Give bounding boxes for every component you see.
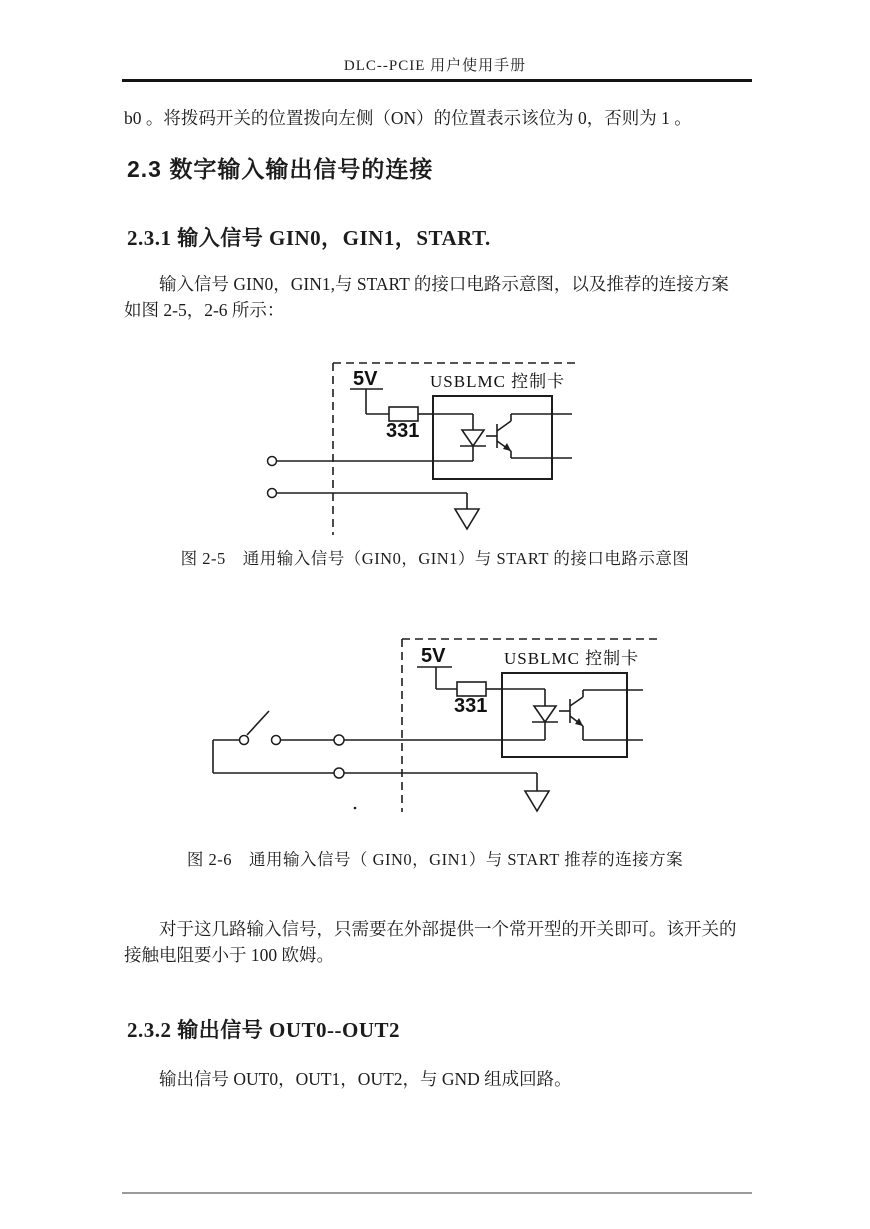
input-terminal-1: [334, 735, 344, 745]
page-header-title: DLC--PCIE 用户使用手册: [343, 58, 527, 74]
input-terminal-1: [268, 457, 277, 466]
switch-contact-1: [240, 736, 249, 745]
resistor-value-label: 331: [454, 695, 488, 717]
optocoupler-box: [502, 673, 627, 757]
output-signal-paragraph: 输出信号 OUT0，OUT1，OUT2，与 GND 组成回路。: [159, 1069, 572, 1089]
input-terminal-2: [268, 489, 277, 498]
wires: [277, 414, 572, 509]
transistor-icon: [486, 414, 511, 458]
intro-paragraph: 输入信号 GIN0，GIN1,与 START 的接口电路示意图，以及推荐的连接方案如图 2-5，2-6 所示：: [124, 274, 729, 320]
led-diode-icon: [433, 414, 486, 461]
ground-icon: [455, 509, 479, 529]
switch-requirement-paragraph: 对于这几路输入信号，只需要在外部提供一个常开型的开关即可。该开关的接触电阻要小于 100 欧姆。: [124, 919, 737, 965]
print-artifact-dot: [354, 807, 357, 810]
external-switch: [240, 711, 281, 745]
figure-2-5-caption: 图 2-5 通用输入信号（GIN0，GIN1）与 START 的接口电路示意图: [180, 549, 690, 568]
card-label: USBLMC 控制卡: [504, 649, 640, 668]
supply-voltage-label: 5V: [421, 645, 446, 667]
input-terminal-2: [334, 768, 344, 778]
note-b0: b0 。将拨码开关的位置拨向左侧（ON）的位置表示该位为 0，否则为 1 。: [124, 108, 692, 128]
header-rule: [122, 79, 752, 82]
supply-voltage-label: 5V: [353, 368, 378, 390]
section-heading-2-3-2: 2.3.2 输出信号 OUT0--OUT2: [127, 1018, 400, 1042]
ground-icon: [525, 791, 549, 811]
optocoupler-box: [433, 396, 552, 479]
card-label: USBLMC 控制卡: [430, 372, 566, 391]
switch-lever: [247, 711, 269, 735]
figure-2-6-caption: 图 2-6 通用输入信号（ GIN0，GIN1）与 START 推荐的连接方案: [186, 850, 684, 869]
power-5v-label: [417, 645, 452, 689]
figure-2-5-circuit-diagram: [255, 348, 585, 540]
resistor: [366, 407, 433, 442]
transistor-icon: [559, 690, 583, 740]
figure-2-6-circuit-diagram: [195, 628, 675, 823]
resistor-value-label: 331: [386, 420, 420, 442]
section-heading-2-3: 2.3 数字输入输出信号的连接: [127, 156, 434, 182]
led-diode-icon: [502, 689, 558, 740]
section-heading-2-3-1: 2.3.1 输入信号 GIN0，GIN1，START.: [127, 226, 491, 250]
power-5v-label: [350, 368, 383, 414]
switch-contact-2: [272, 736, 281, 745]
footer-rule: [122, 1192, 752, 1194]
resistor: [436, 682, 502, 717]
